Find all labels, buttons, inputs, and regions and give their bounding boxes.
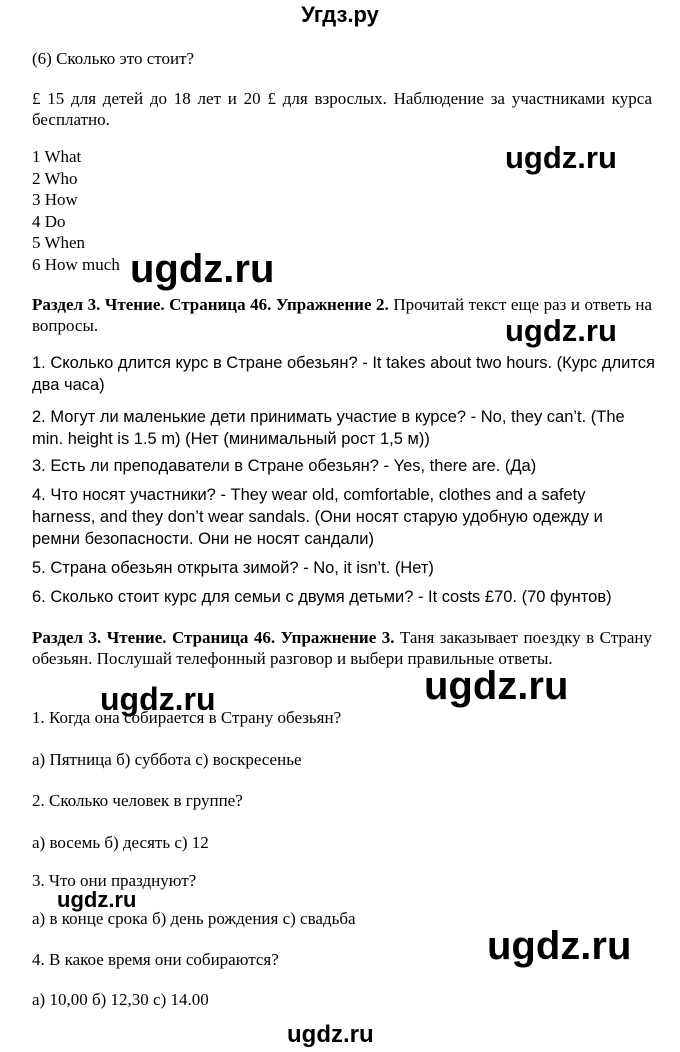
exercise-3-instruction: Таня заказывает поездку в Страну обезьян. Послушай телефонный разговор и выбери правильные ответы. <box>32 628 653 668</box>
watermark: ugdz.ru <box>505 140 617 175</box>
exercise-2-answer: 2. Могут ли маленькие дети принимать участие в курсе? - No, they can’t. (The min. height is 1.5 m) (Нет (минимальный рост 1,5 м)) <box>32 408 625 448</box>
exercise-2-heading: Раздел 3. Чтение. Страница 46. Упражнение 2. <box>32 295 389 314</box>
page-header: Угдз.ру <box>301 2 379 27</box>
exercise-3-question: 3. Что они празднуют? <box>32 871 197 890</box>
watermark: ugdz.ru <box>57 887 137 912</box>
exercise-3-question: 4. В какое время они собираются? <box>32 950 279 969</box>
question-6: (6) Сколько это стоит? <box>32 49 195 68</box>
exercise-2-answer: 4. Что носят участники? - They wear old, comfortable, clothes and a safety harness, and they don’t wear sandals. (Они носят старую удобную одежду и ремни безопасности. Они не носят сандали) <box>32 486 603 548</box>
watermark: ugdz.ru <box>487 924 632 968</box>
exercise-2-answer: 6. Сколько стоит курс для семьи с двумя детьми? - It costs £70. (70 фунтов) <box>32 588 612 606</box>
exercise-2-instruction: Прочитай текст еще раз и ответь на вопросы. <box>32 295 653 335</box>
list-item: 4 Do <box>32 212 66 231</box>
list-item: 6 How much <box>32 255 120 274</box>
exercise-3-options: а) 10,00 б) 12,30 с) 14.00 <box>32 990 209 1009</box>
watermark: ugdz.ru <box>505 313 617 348</box>
exercise-3-options: а) Пятница б) суббота с) воскресенье <box>32 750 302 769</box>
list-item: 1 What <box>32 147 82 166</box>
watermark: ugdz.ru <box>424 664 569 708</box>
exercise-3-options: а) восемь б) десять с) 12 <box>32 833 209 852</box>
watermark: ugdz.ru <box>100 681 216 717</box>
exercise-2-answer: 5. Страна обезьян открыта зимой? - No, it isn’t. (Нет) <box>32 559 434 577</box>
exercise-3-question: 1. Когда она собирается в Страну обезьян? <box>32 708 342 727</box>
exercise-3-intro <box>32 627 652 669</box>
watermark: ugdz.ru <box>130 247 275 291</box>
exercise-3-options: а) в конце срока б) день рождения с) свадьба <box>32 909 356 928</box>
exercise-2-answer: 1. Сколько длится курс в Стране обезьян? - It takes about two hours. (Курс длится два часа) <box>32 354 655 394</box>
list-item: 5 When <box>32 233 86 252</box>
exercise-2-answer: 3. Есть ли преподаватели в Стране обезьян? - Yes, there are. (Да) <box>32 457 537 475</box>
list-item: 3 How <box>32 190 78 209</box>
answer-6: £ 15 для детей до 18 лет и 20 £ для взрослых. Наблюдение за участниками курса бесплатно. <box>32 89 652 129</box>
list-item: 2 Who <box>32 169 78 188</box>
exercise-3-heading: Раздел 3. Чтение. Страница 46. Упражнение 3. <box>32 628 395 647</box>
watermark: ugdz.ru <box>287 1021 374 1048</box>
exercise-3-question: 2. Сколько человек в группе? <box>32 791 243 810</box>
